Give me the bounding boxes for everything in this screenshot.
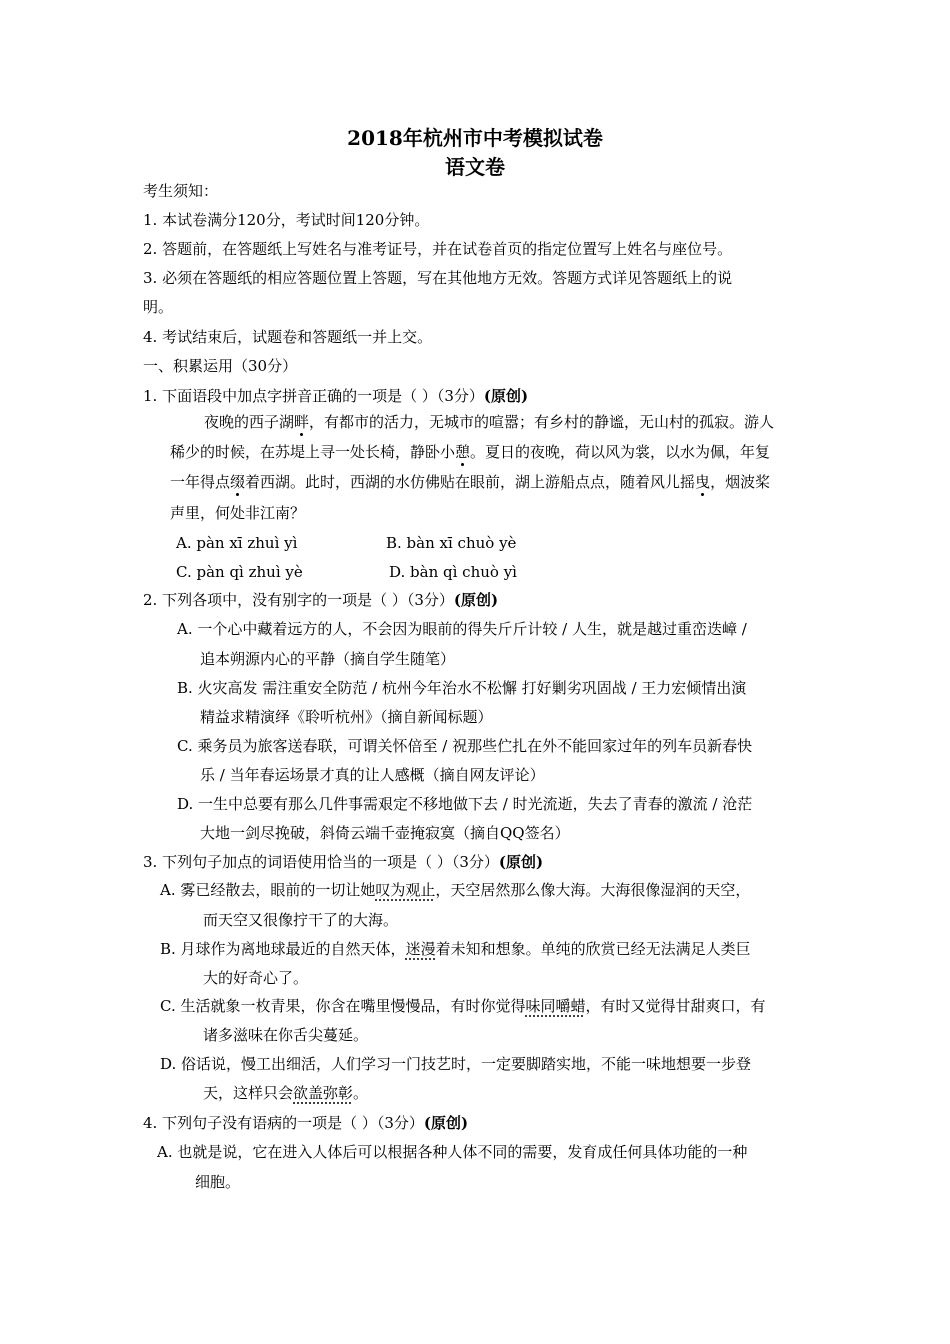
option-a: A. 也就是说，它在进入人体后可以根据各种人体不同的需要，发育成任何具体功能的一种: [157, 1143, 748, 1161]
option-a-cont: 细胞。: [195, 1173, 241, 1191]
question-4-stem: 4. 下列句子没有语病的一项是（ ）（3分）(原创): [143, 1114, 469, 1132]
option-b: B. 火灾高发 需注重安全防范 / 杭州今年治水不松懈 打好剿劣巩固战 / 王力宏倾情出演: [177, 679, 747, 697]
original-tag: (原创): [483, 387, 529, 405]
option-d: D. 一生中总要有那么几件事需艰定不移地做下去 / 时光流逝，失去了青春的激流 / 沧茫: [177, 795, 753, 813]
option-a: A. pàn xī zhuì yì: [176, 534, 298, 552]
section-heading: 一、积累运用（30分）: [143, 357, 298, 375]
option-d: D. bàn qì chuò yì: [389, 563, 517, 581]
question-2-stem: 2. 下列各项中，没有别字的一项是（ ）（3分）(原创): [143, 591, 499, 609]
question-stem-text: 1. 下面语段中加点字拼音正确的一项是（ ）（3分）: [143, 387, 484, 405]
option-b: B. 月球作为离地球最近的自然天体，迷漫着未知和想象。单纯的欣赏已经无法满足人类巨: [160, 940, 751, 958]
original-tag: (原创): [453, 591, 499, 609]
option-b-cont: 大的好奇心了。: [203, 969, 309, 987]
option-d: D. 俗话说，慢工出细活，人们学习一门技艺时，一定要脚踏实地，不能一味地想要一步登: [160, 1055, 752, 1073]
notice-item: 明。: [143, 298, 174, 316]
option-b: B. bàn xī chuò yè: [386, 534, 517, 552]
option-c-cont: 诸多滋味在你舌尖蔓延。: [203, 1026, 369, 1044]
dotted-char: 曳: [695, 473, 711, 491]
passage-line: 稀少的时候，在苏堤上寻一处长椅，静卧小憩。夏日的夜晚，荷以风为裳，以水为佩，年复: [170, 443, 771, 461]
passage-line: 声里，何处非江南？: [170, 504, 306, 522]
option-b-cont: 精益求精演绎《聆听杭州》（摘自新闻标题）: [200, 708, 493, 726]
passage-line: 夜晚的西子湖畔，有都市的活力，无城市的喧嚣；有乡村的静谧，无山村的孤寂。游人: [204, 413, 775, 431]
original-tag: (原创): [498, 853, 544, 871]
option-d-cont: 大地一剑尽挽破，斜倚云端千壶掩寂寞（摘自QQ签名）: [200, 824, 570, 842]
option-c: C. 生活就象一枚青果，你含在嘴里慢慢品，有时你觉得味同嚼蜡，有时又觉得甘甜爽口，有: [160, 997, 766, 1015]
option-a-cont: 追本朔源内心的平静（摘自学生随笔）: [200, 650, 456, 668]
passage-line: 一年得点缀着西湖。此时，西湖的水仿佛贴在眼前，湖上游船点点，随着风儿摇曳，烟波桨: [170, 473, 771, 491]
notice-item: 1. 本试卷满分120分，考试时间120分钟。: [143, 211, 430, 229]
notice-item: 3. 必须在答题纸的相应答题位置上答题，写在其他地方无效。答题方式详见答题纸上的说: [143, 269, 733, 287]
page-title: 2018年杭州市中考模拟试卷: [347, 126, 603, 150]
page-subtitle: 语文卷: [445, 155, 505, 179]
dotted-char: 憩: [455, 443, 471, 461]
option-a: A. 雾已经散去，眼前的一切让她叹为观止，天空居然那么像大海。大海很像湿润的天空，: [160, 881, 751, 899]
option-a-cont: 而天空又很像拧干了的大海。: [203, 911, 399, 929]
option-d-cont: 天，这样只会欲盖弥彰。: [203, 1084, 369, 1102]
dotted-word: 迷漫: [405, 940, 436, 958]
option-c: C. 乘务员为旅客送春联，可谓关怀倍至 / 祝那些伫扎在外不能回家过年的列车员新春快: [177, 737, 753, 755]
dotted-word: 味同嚼蜡: [525, 997, 586, 1015]
notice-item: 4. 考试结束后，试题卷和答题纸一并上交。: [143, 328, 433, 346]
question-1-stem: [143, 386, 528, 406]
original-tag: (原创): [423, 1114, 469, 1132]
dotted-word: 欲盖弥彰: [293, 1084, 354, 1102]
option-c: C. pàn qì zhuì yè: [176, 563, 303, 581]
notice-item: 2. 答题前，在答题纸上写姓名与准考证号，并在试卷首页的指定位置写上姓名与座位号。: [143, 240, 733, 258]
option-c-cont: 乐 / 当年春运场景才真的让人感概（摘自网友评论）: [200, 766, 545, 784]
dotted-char: 畔: [294, 413, 310, 431]
option-a: A. 一个心中藏着远方的人，不会因为眼前的得失斤斤计较 / 人生，就是越过重峦迭嶂 /: [177, 620, 747, 638]
notice-heading: 考生须知：: [143, 182, 219, 200]
dotted-word: 叹为观止: [375, 881, 436, 899]
question-3-stem: 3. 下列句子加点的词语使用恰当的一项是（ ）（3分）(原创): [143, 853, 544, 871]
dotted-char: 缀: [230, 473, 246, 491]
